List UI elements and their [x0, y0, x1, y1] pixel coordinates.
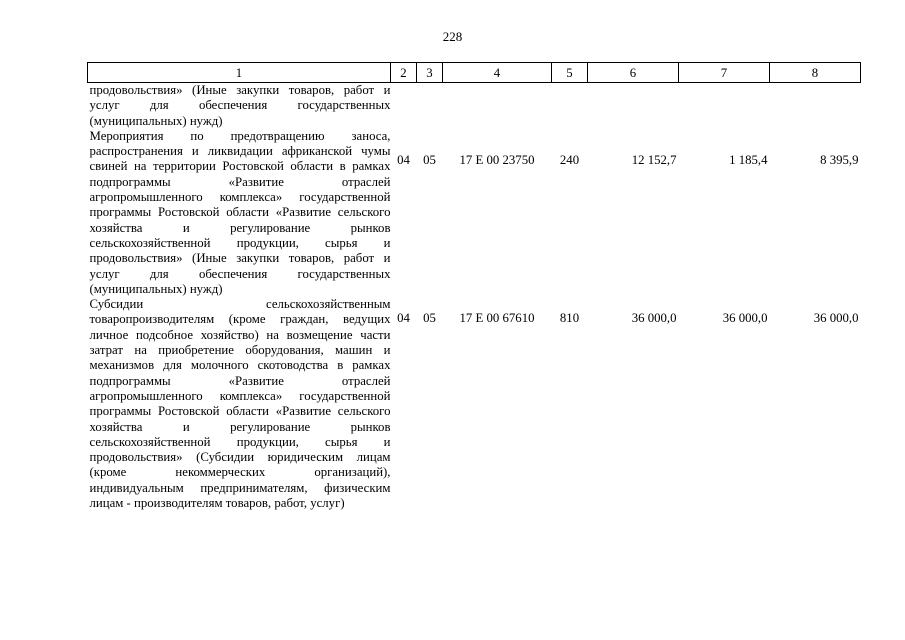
column-header-7: 7 — [679, 63, 770, 83]
column-header-3: 3 — [417, 63, 443, 83]
row-amount-2: 1 185,4 — [729, 152, 768, 167]
row-amount-1: 36 000,0 — [631, 311, 677, 326]
row-expense-type: 240 — [559, 152, 580, 167]
header-row — [88, 63, 861, 83]
column-header-5: 5 — [552, 63, 588, 83]
table-row — [88, 297, 861, 511]
column-header-1: 1 — [88, 63, 391, 83]
column-header-6: 6 — [588, 63, 679, 83]
row-amount-1 — [588, 83, 679, 129]
row-expense-type — [552, 83, 588, 129]
page-number: 228 — [442, 29, 463, 44]
column-header-4: 4 — [443, 63, 552, 83]
row-section-code: 04 — [397, 152, 410, 167]
row-description: продовольствия» (Иные закупки товаров, работ и услуг для обеспечения государственных (муниципальных) нужд) — [89, 83, 391, 128]
row-amount-3: 36 000,0 — [813, 311, 859, 326]
budget-table — [87, 62, 861, 511]
table-row — [88, 83, 861, 129]
row-subsection-code — [417, 83, 443, 129]
row-target-article: 17 Е 00 23750 — [459, 152, 535, 167]
table-row — [88, 129, 861, 297]
row-amount-3 — [770, 83, 861, 129]
row-section-code: 04 — [397, 311, 410, 326]
row-subsection-code: 05 — [423, 152, 436, 167]
row-amount-1: 12 152,7 — [631, 152, 677, 167]
row-amount-3: 8 395,9 — [820, 152, 859, 167]
row-amount-2 — [679, 83, 770, 129]
row-target-article — [443, 83, 552, 129]
row-amount-2: 36 000,0 — [722, 311, 768, 326]
row-description: Мероприятия по предотвращению заноса, распространения и ликвидации африканской чумы свиней на территории Ростовской области в рамках подпрограммы «Развитие отраслей агропромышленного комплекса» государственной программы Ростовской области «Развитие сельского хозяйства и регулирование рынков сельскохозяйственной продукции, сырья и продовольствия» (Иные закупки товаров, работ и услуг для обеспечения государственных (муниципальных) нужд) — [89, 128, 391, 296]
column-header-8: 8 — [770, 63, 861, 83]
row-expense-type: 810 — [559, 311, 580, 326]
row-subsection-code: 05 — [423, 311, 436, 326]
row-section-code — [391, 83, 417, 129]
row-target-article: 17 Е 00 67610 — [459, 311, 535, 326]
column-header-2: 2 — [391, 63, 417, 83]
row-description: Субсидии сельскохозяйственным товаропроизводителям (кроме граждан, ведущих личное подсобное хозяйство) на возмещение части затрат на приобретение оборудования, машин и механизмов для молочного скотоводства в рамках подпрограммы «Развитие отраслей агропромышленного комплекса» государственной программы Ростовской области «Развитие сельского хозяйства и регулирование рынков сельскохозяйственной продукции, сырья и продовольствия» (Субсидии юридическим лицам (кроме некоммерческих организаций), индивидуальным предпринимателям, физическим лицам - производителям товаров, работ, услуг) — [89, 297, 391, 511]
